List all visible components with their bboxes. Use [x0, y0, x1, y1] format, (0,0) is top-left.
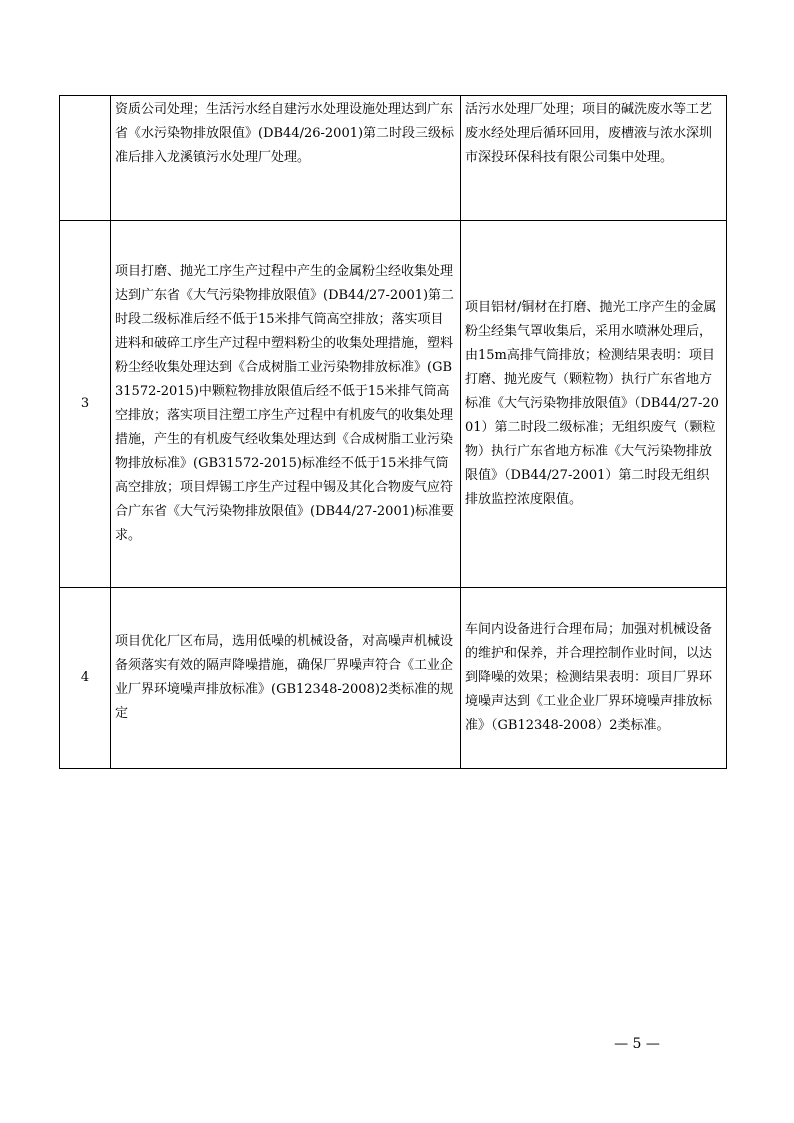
- requirement-cell: 资质公司处理；生活污水经自建污水处理设施处理达到广东省《水污染物排放限值》(DB44/26-2001)第二时段三级标准后排入龙溪镇污水处理厂处理。: [111, 96, 461, 221]
- implementation-cell: 车间内设备进行合理布局；加强对机械设备的维护和保养，并合理控制作业时间，以达到降噪的效果；检测结果表明：项目厂界环境噪声达到《工业企业厂界环境噪声排放标准》（GB12348-2008）2类标准。: [461, 588, 727, 769]
- requirement-cell: 项目打磨、抛光工序生产过程中产生的金属粉尘经收集处理达到广东省《大气污染物排放限值》(DB44/27-2001)第二时段二级标准后经不低于15米排气筒高空排放；落实项目进料和破碎工序生产过程中塑料粉尘的收集处理措施，塑料粉尘经收集处理达到《合成树脂工业污染物排放标准》(GB31572-2015)中颗粒物排放限值后经不低于15米排气筒高空排放；落实项目注塑工序生产过程中有机废气的收集处理措施，产生的有机废气经收集处理达到《合成树脂工业污染物排放标准》(GB31572-2015)标准经不低于15米排气筒高空排放；项目焊锡工序生产过程中锡及其化合物废气应符合广东省《大气污染物排放限值》(DB44/27-2001)标准要求。: [111, 221, 461, 588]
- row-number-cell: [60, 96, 111, 221]
- implementation-cell: 活污水处理厂处理；项目的碱洗废水等工艺废水经处理后循环回用，废槽液与浓水深圳市深投环保科技有限公司集中处理。: [461, 96, 727, 221]
- table-row: [60, 221, 727, 588]
- row-number-cell: 3: [60, 221, 111, 588]
- implementation-cell: 项目铝材/铜材在打磨、抛光工序产生的金属粉尘经集气罩收集后，采用水喷淋处理后，由15m高排气筒排放；检测结果表明：项目打磨、抛光废气（颗粒物）执行广东省地方标准《大气污染物排放限值》（DB44/27-2001）第二时段二级标准；无组织废气（颗粒物）执行广东省地方标准《大气污染物排放限值》（DB44/27-2001）第二时段无组织排放监控浓度限值。: [461, 221, 727, 588]
- table-row: [60, 96, 727, 221]
- page-number: — 5 —: [614, 1036, 660, 1052]
- row-number-cell: 4: [60, 588, 111, 769]
- requirement-cell: 项目优化厂区布局，选用低噪的机械设备，对高噪声机械设备须落实有效的隔声降噪措施，确保厂界噪声符合《工业企业厂界环境噪声排放标准》(GB12348-2008)2类标准的规定: [111, 588, 461, 769]
- table-row: [60, 588, 727, 769]
- requirements-table: [59, 95, 727, 769]
